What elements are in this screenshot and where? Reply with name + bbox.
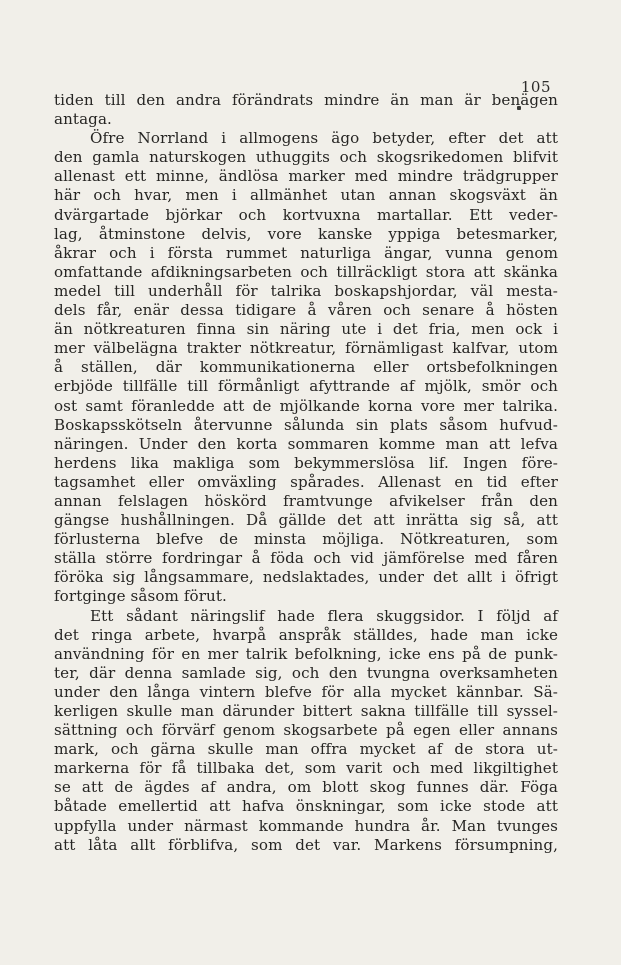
text-line: herdens lika makliga som bekymmerslösa lif. Ingen före- — [54, 453, 558, 472]
page-number: 105 — [520, 78, 551, 96]
text-line: fortginge såsom förut. — [54, 587, 227, 606]
text-line: annan felslagen höskörd framtvunge afvikelser från den — [54, 491, 558, 510]
text-line: här och hvar, men i allmänhet utan annan skogsväxt än — [54, 186, 558, 205]
text-line: uppfylla under närmast kommande hundra år. Man tvunges — [54, 816, 558, 835]
text-line: markerna för få tillbaka det, som varit och med likgiltighet — [54, 759, 558, 778]
text-line: tagsamhet eller omväxling spårades. Allenast en tid efter — [54, 472, 558, 491]
text-line: medel till underhåll för talrika boskapshjordar, väl mesta- — [54, 281, 558, 300]
text-line: mer välbelägna trakter nötkreatur, förnämligast kalfvar, utom — [54, 339, 558, 358]
text-line: användning för en mer talrik befolkning, icke ens på de punk- — [54, 644, 558, 663]
text-line: sättning och förvärf genom skogsarbete på egen eller annans — [54, 721, 558, 740]
text-line: föröka sig långsammare, nedslaktades, under det allt i öfrigt — [54, 568, 558, 587]
text-line: Boskapsskötseln återvunne sålunda sin plats såsom hufvud- — [54, 415, 558, 434]
text-line: ost samt föranledde att de mjölkande korna vore mer talrika. — [54, 396, 558, 415]
text-line: den gamla naturskogen uthuggits och skogsrikedomen blifvit — [54, 148, 558, 167]
text-line: under den långa vintern blefve för alla mycket kännbar. Sä- — [54, 682, 558, 701]
text-line: allenast ett minne, ändlösa marker med mindre trädgrupper — [54, 167, 558, 186]
text-line: gängse hushållningen. Då gällde det att inrätta sig så, att — [54, 511, 558, 530]
text-line: å ställen, där kommunikationerna eller ortsbefolkningen — [54, 358, 558, 377]
text-line: se att de ägdes af andra, om blott skog funnes där. Föga — [54, 778, 558, 797]
text-line: det ringa arbete, hvarpå anspråk ställdes, hade man icke — [54, 625, 558, 644]
text-line: antaga. — [54, 110, 112, 129]
text-line: ter, där denna samlade sig, och den tvungna overksamheten — [54, 663, 558, 682]
text-line: ställa större fordringar å föda och vid jämförelse med fåren — [54, 549, 558, 568]
text-line: omfattande afdikningsarbeten och tillräckligt stora att skänka — [54, 262, 558, 281]
text-line: tiden till den andra förändrats mindre än man är benägen — [54, 91, 558, 109]
text-line: Öfre Norrland i allmogens ägo betyder, efter det att — [90, 129, 558, 148]
text-line: åkrar och i första rummet naturliga ängar, vunna genom — [54, 243, 558, 262]
text-line: mark, och gärna skulle man offra mycket af de stora ut- — [54, 740, 558, 759]
text-line: näringen. Under den korta sommaren komme man att lefva — [54, 434, 558, 453]
text-line: att låta allt förblifva, som det var. Markens försumpning, — [54, 835, 558, 854]
text-line: lag, åtminstone delvis, vore kanske yppiga betesmarker, — [54, 224, 558, 243]
body-text — [54, 91, 558, 855]
text-line: erbjöde tillfälle till förmånligt afyttrande af mjölk, smör och — [54, 377, 558, 396]
text-line: Ett sådant näringslif hade flera skuggsidor. I följd af — [90, 606, 558, 625]
text-line: båtade emellertid att hafva önskningar, som icke stode att — [54, 797, 558, 816]
text-line: förlusterna blefve de minsta möjliga. Nötkreaturen, som — [54, 530, 558, 549]
text-line: kerligen skulle man därunder bittert sakna tillfälle till syssel- — [54, 702, 558, 720]
text-line: dvärgartade björkar och kortvuxna martallar. Ett veder- — [54, 205, 558, 224]
text-line: än nötkreaturen finna sin näring ute i det fria, men ock i — [54, 320, 558, 339]
text-line: dels får, enär dessa tidigare å våren och senare å hösten — [54, 301, 558, 320]
